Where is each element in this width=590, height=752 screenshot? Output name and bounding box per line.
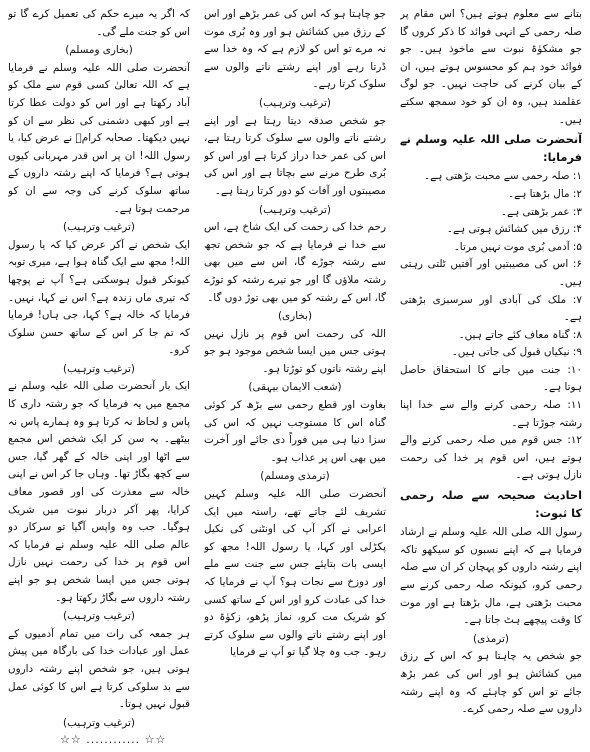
list-item: ۸: گناہ معاف کئے جاتے ہیں۔ [458, 328, 582, 341]
list-item: ۱۱: صلہ رحمی کرنے والے سے خدا اپنا رشتہ جوڑتا ہے۔ [400, 399, 582, 429]
hadith-paragraph: جو شخص صدقہ دیتا رہتا ہے اور اپنے رشتے ناتے والوں سے سلوک کرتا رہتا ہے، اس کی عمر خدا دراز کرتا ہے اور اس کو بُری طرح مرنے سے بچاتا ہے اور اس کی مصیبتوں اور آفات کو دور کرتا رہتا ہے۔ [204, 114, 386, 197]
hadith-paragraph: رسول اللہ صلی اللہ علیہ وسلم نے ارشاد فرمایا ہے کہ اپنے نسبوں کو سیکھو تاکہ اپنے رشتہ داروں کو پہچان کر ان سے صلہ رحمی کرو، کیونکہ صلہ رحمی کرنے سے محبت بڑھتی ہے، مال بڑھتا ہے اور موت کا وقت پیچھے ہٹ جاتا ہے۔ [400, 526, 582, 627]
list-item: ۳: عمر بڑھتی ہے۔ [500, 205, 582, 218]
source-citation: (ترغیب وترہیب) [63, 716, 135, 729]
list-item: ۲: مال بڑھتا ہے۔ [508, 187, 582, 200]
list-item: ۴: رزق میں کشائش ہوتی ہے۔ [446, 223, 582, 236]
column-middle [204, 6, 386, 752]
list-item: ۱: صلہ رحمی سے محبت بڑھتی ہے۔ [424, 170, 582, 183]
section-heading: احادیث صحیحہ سے صلہ رحمی کا ثبوت: [400, 488, 582, 520]
hadith-paragraph: جو شخص یہ چاہتا ہو کہ اس کے رزق میں کشائش ہو اور اس کی عمر بڑھ جائے تو اس کو چاہئے کہ وہ اپنے رشتہ داروں سے صلہ رحمی کرے۔ [400, 650, 582, 716]
hadith-paragraph: آنحضرت صلی اللہ علیہ وسلم نے فرمایا ہے کہ اللہ تعالیٰ کسی قوم سے ملک کو آباد رکھتا ہے اور اس کو دولت عطا کرتا ہے اور کبھی دشمنی کی نظر سے ان کو نہیں دیکھتا۔ صحابہ کرامؓ نے عرض کیا، یا رسول اللہ! ان پر اس قدر مہربانی کیوں ہوتی ہے؟ فرمایا کہ اپنے رشتہ داروں کے ساتھ سلوک کرنے کی وجہ سے ان کو مرحمت ہوتا ہے۔ [8, 61, 190, 215]
source-citation: (ترغیب وترہیب) [63, 362, 135, 375]
hadith-paragraph: کہ اگر یہ میرے حکم کی تعمیل کرے گا تو اس کو جنت ملے گی۔ [8, 8, 190, 38]
list-item: ۹: نیکیاں قبول کی جاتی ہیں۔ [451, 346, 582, 359]
hadith-header: آنحضرت صلی اللہ علیہ وسلم نے فرمایا: [400, 132, 582, 164]
source-citation: (شعب الایمان بیہقی) [248, 381, 342, 394]
list-item: ۱۲: جس قوم میں صلہ رحمی کرنے والے ہوتے ہیں، اس قوم پر خدا کی رحمت نازل ہوتی ہے۔ [400, 434, 582, 482]
source-citation: (بخاری) [277, 310, 313, 323]
source-citation: (بخاری ومسلم) [65, 44, 133, 57]
source-citation: (ترغیب وترہیب) [259, 203, 331, 216]
source-citation: (ترغیب وترہیب) [63, 221, 135, 234]
hadith-paragraph: اللہ کی رحمت اس قوم پر نازل نہیں ہوتی جس میں ایسا شخص موجود ہو جو اپنے رشتہ ناتوں کو توڑتا ہو۔ [204, 327, 386, 375]
source-citation: (ترغیب وترہیب) [63, 610, 135, 623]
section-end-stars: ☆☆ ............ ☆☆ [60, 733, 167, 746]
hadith-paragraph: جو چاہتا ہو کہ اس کی عمر بڑھے اور اس کے رزق میں کشائش ہو اور وہ بُری موت نہ مرے تو اس کو لازم ہے کہ وہ خدا سے ڈرتا رہے اور اپنے رشتے ناتے والوں سے سلوک کرتا رہے۔ [204, 8, 386, 91]
list-item: ۵: آدمی بُری موت نہیں مرتا۔ [453, 240, 582, 253]
column-right [400, 6, 582, 752]
hadith-paragraph: ایک بار آنحضرت صلی اللہ علیہ وسلم نے مجمع میں یہ فرمایا کہ جو رشتہ داری کا پاس و لحاظ نہ کرتا ہو وہ ہمارے پاس نہ بیٹھے۔ یہ سن کر ایک شخص اس مجمع سے اٹھا اور اپنی خالہ کے گھر گیا، جس سے کچھ بگاڑ تھا۔ وہاں جا کر اس نے اپنی خالہ سے معذرت کی اور قصور معاف کرایا، پھر آکر دربار نبوت میں شریک ہوگیا۔ جب وہ واپس آگیا تو سرکار دو عالم صلی اللہ علیہ وسلم نے فرمایا کہ اس قوم پر خدا کی رحمت نہیں نازل ہوتی جس میں ایسا شخص ہو جو اپنے رشتہ داروں سے بگاڑ رکھتا ہو۔ [8, 380, 190, 604]
hadith-paragraph: ہر جمعہ کی رات میں تمام آدمیوں کے عمل اور عبادات خدا کی بارگاہ میں پیش ہوتی ہیں، جو شخص اپنے رشتہ داروں سے بد سلوکی کرتا ہے اس کا کوئی عمل قبول نہیں ہوتا۔ [8, 627, 190, 711]
hadith-paragraph: آنحضرت صلی اللہ علیہ وسلم کہیں تشریف لئے جاتے تھے، راستہ میں ایک اعرابی نے آکر آپ کی اونٹنی کی نکیل پکڑلی اور کہا، یا رسول اللہ! مجھ کو ایسی بات بتایئے جس سے جنت سے ملے اور دوزخ سے نجات ہو؟ آپ نے فرمایا کہ خدا کی عبادت کرو اور اس کے ساتھ کسی کو شریک مت کرو، نماز پڑھو، زکوٰۃ دو اور اپنے رشتے ناتے والوں سے سلوک کرتے رہو۔ جب وہ چلا گیا تو آپ نے فرمایا [204, 488, 386, 659]
list-item: ۷: ملک کی آبادی اور سرسبزی بڑھتی ہے۔ [400, 293, 582, 324]
list-item: ۶: اس کی مصیبتیں اور آفتیں ٹلتی رہتی ہیں۔ [400, 258, 582, 288]
column-left [8, 6, 190, 752]
intro-paragraph: بتانے سے معلوم ہوتے ہیں؟ اس مقام پر صلہ رحمی کے انہی فوائد کا ذکر کروں گا جو مشکوٰۃ نبوت سے ماخوذ ہیں۔ جو فوائد خود ہم کو محسوس ہوتے ہیں، ان کے بیان کرنے کی حاجت نہیں۔ جو لوگ عقلمند ہیں، وہ ان کو خود سمجھ سکتے ہیں۔ [400, 8, 582, 126]
hadith-paragraph: ایک شخص نے آکر عرض کیا کہ یا رسول اللہ! مجھ سے ایک گناہ ہوا ہے، میری توبہ کیونکر قبول ہوسکتی ہے؟ آپ نے پوچھا کہ تیری ماں زندہ ہے؟ اس نے کہا، نہیں۔ فرمایا کہ خالہ ہے؟ کہا، جی ہاں! فرمایا کہ تم جا کر اس کے ساتھ حسن سلوک کرو۔ [8, 238, 190, 357]
hadith-paragraph: بغاوت اور قطع رحمی سے بڑھ کر کوئی گناہ اس کا مستوجب نہیں کہ اس کی سزا دنیا ہی میں فوراً دی جائے اور آخرت میں بھی اس پر عذاب ہو۔ [204, 399, 386, 464]
source-citation: (ترمذی ومسلم) [260, 470, 330, 483]
source-citation: (ترغیب وترہیب) [259, 96, 331, 109]
list-item: ۱۰: جنت میں جانے کا استحقاق حاصل ہوتا ہے۔ [400, 363, 582, 394]
hadith-paragraph: رحم خدا کی رحمت کی ایک شاخ ہے، اس سے خدا نے فرمایا ہے کہ جو شخص تجھ سے رشتہ جوڑے گا، اس سے میں بھی رشتہ ملاؤں گا اور جو تیرے رشتہ کو توڑے گا، اس کے رشتہ کو میں بھی توڑ دوں گا۔ [204, 221, 386, 304]
source-citation: (ترمذی) [473, 632, 509, 645]
